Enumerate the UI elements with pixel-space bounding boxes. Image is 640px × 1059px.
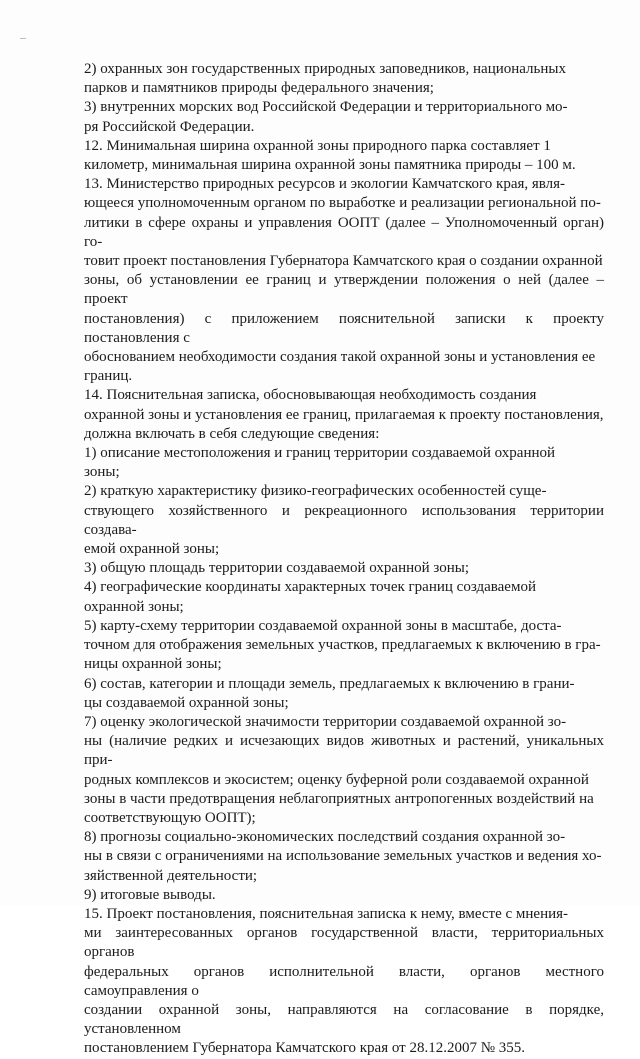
document-body-text: 2) охранных зон государственных природных заповедников, национальных парков и памятников природы федерального значения; 3) внутренних морских вод Российской Федерации и территориального мо- ря Российской Федерации. 12. Минимальная ширина охранной зоны природного парка составляет 1 километр, минимальная ширина охранной зоны памятника природы – 100 м. 13. Министерство природных ресурсов и экологии Камчатского края, явля- ющееся уполномоченным органом по выработке и реализации региональной по- литики в сфере охраны и управления ООПТ (далее – Уполномоченный орган) го- товит проект постановления Губернатора Камчатского края о создании охранной зоны, об установлении ее границ и утверждении положения о ней (далее – проект постановления) с приложением пояснительной записки к проекту постановления с обоснованием необходимости создания такой охранной зоны и установления ее границ. 14. Пояснительная записка, обосновывающая необходимость создания охранной зоны и установления ее границ, прилагаемая к проекту постановления, должна включать в себя следующие сведения: 1) описание местоположения и границ территории создаваемой охранной зоны; 2) краткую характеристику физико-географических особенностей суще- ствующего хозяйственного и рекреационного использования территории создава- емой охранной зоны; 3) общую площадь территории создаваемой охранной зоны; 4) географические координаты характерных точек границ создаваемой охранной зоны; 5) карту-схему территории создаваемой охранной зоны в масштабе, доста- точном для отображения земельных участков, предлагаемых к включению в гра- ницы охранной зоны; 6) состав, категории и площади земель, предлагаемых к включению в грани- цы создаваемой охранной зоны; 7) оценку экологической значимости территории создаваемой охранной зо- ны (наличие редких и исчезающих видов животных и растений, уникальных при- родных комплексов и экосистем; оценку буферной роли создаваемой охранной зоны в части предотвращения неблагоприятных антропогенных воздействий на соответствующую ООПТ); 8) прогнозы социально-экономических последствий создания охранной зо- ны в связи с ограничениями на использование земельных участков и ведения хо- зяйственной деятельности; 9) итоговые выводы. 15. Проект постановления, пояснительная записка к нему, вместе с мнения- ми заинтересованных органов государственной власти, территориальных органов федеральных органов исполнительной власти, органов местного самоуправления о создании охранной зоны, направляются на согласование в порядке, установленном постановлением Губернатора Камчатского края от 28.12.2007 № 355.: [84, 61, 604, 1057]
scan-mark: [20, 38, 26, 39]
